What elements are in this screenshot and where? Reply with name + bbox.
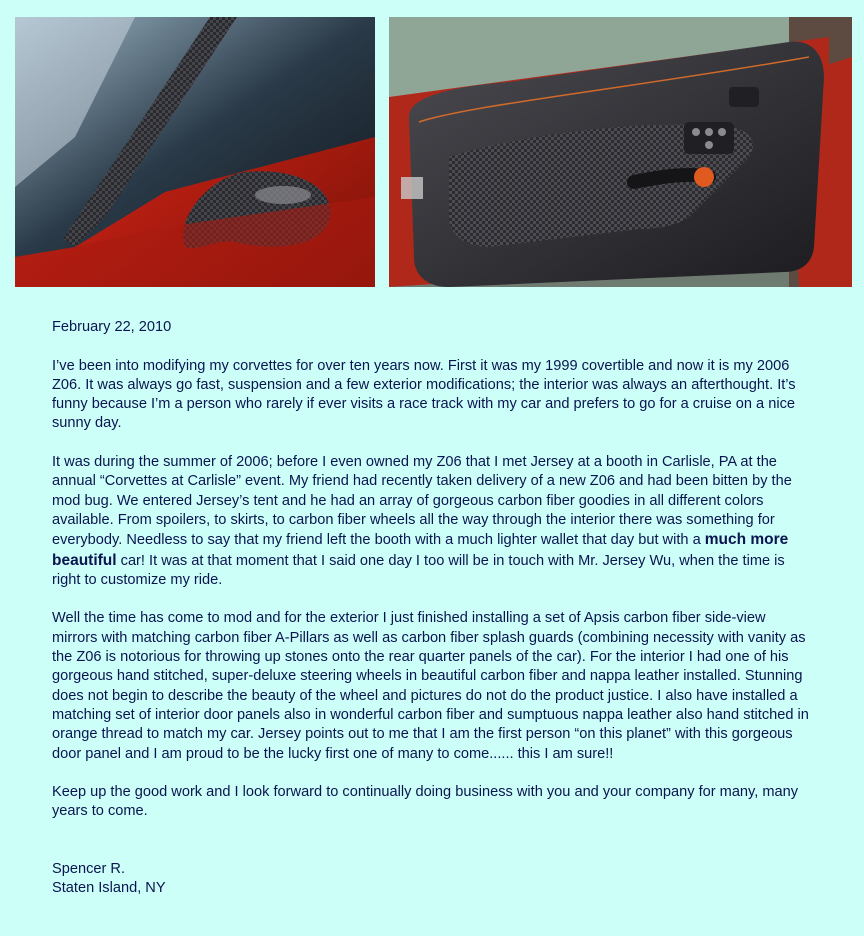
emphasis-text: much more beautiful: [52, 531, 789, 569]
letter-date: February 22, 2010: [52, 319, 172, 335]
photo-door-panel: [389, 17, 852, 287]
signature-name: Spencer R.: [52, 860, 126, 877]
paragraph-2: [52, 453, 812, 590]
paragraph-4: Keep up the good work and I look forward to continually doing business with you and your company for many, many years to come.: [52, 784, 799, 820]
paragraph-2-after: car! It was at that moment that I said one day I too will be in touch with Mr. Jersey Wu, when the time is right to customize my ride.: [52, 552, 785, 588]
paragraph-3: Well the time has come to mod and for the exterior I just finished installing a set of Apsis carbon fiber side-view mirrors with matching carbon fiber A-Pillars as well as carbon fiber splash guards (combining necessity with vanity as the Z06 is notorious for throwing up stones onto the rear quarter panels of the car). For the interior I had one of his gorgeous hand stitched, super-deluxe steering wheels in beautiful carbon fiber and nappa leather installed. Stunning does not begin to describe the beauty of the wheel and pictures do not do the product justice. I also have installed a matching set of interior door panels also in wonderful carbon fiber and sumptuous nappa leather also hand stitched in orange thread to match my car. Jersey points out to me that I am the first person “on this planet” with this gorgeous door panel and I am proud to be the lucky first one of many to come...... this I am sure!!: [52, 610, 809, 762]
testimonial-letter: [52, 318, 812, 898]
photo-side-mirror: [15, 17, 375, 287]
signature-block: [52, 860, 812, 899]
signature-location: Staten Island, NY: [52, 880, 166, 897]
paragraph-2-before: It was during the summer of 2006; before I even owned my Z06 that I met Jersey at a booth in Carlisle, PA at the annual “Corvettes at Carlisle” event. My friend had recently taken delivery of a new Z06 and had been bitten by the mod bug. We entered Jersey’s tent and he had an array of gorgeous carbon fiber goodies in all different colors available. From spoilers, to skirts, to carbon fiber wheels all the way through the interior there was something for everybody. Needless to say that my friend left the booth with a much lighter wallet that day but with a: [52, 454, 792, 549]
paragraph-1: I’ve been into modifying my corvettes for over ten years now. First it was my 1999 covertible and now it is my 2006 Z06. It was always go fast, suspension and a few exterior modifications; the interior was always an afterthought. It’s funny because I’m a person who rarely if ever visits a race track with my car and prefers to go for a cruise on a nice sunny day.: [52, 357, 796, 432]
